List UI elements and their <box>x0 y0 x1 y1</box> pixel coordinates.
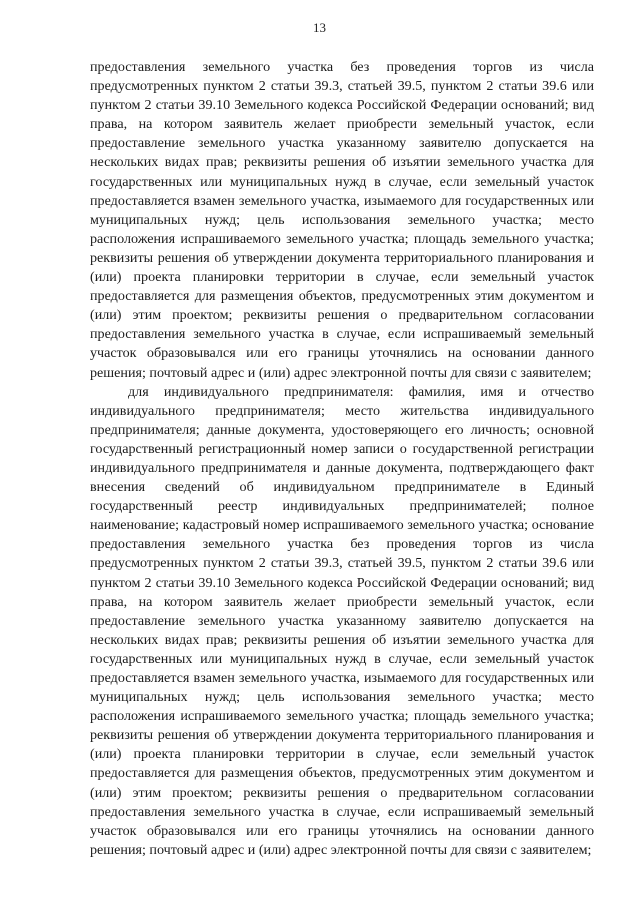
paragraph-continuation: предоставления земельного участка без проведения торгов из числа предусмотренных пунктом 2 статьи 39.3, статьей 39.5, пунктом 2 статьи 39.6 или пунктом 2 статьи 39.10 Земельного кодекса Российской Федерации оснований; вид права, на котором заявитель желает приобрести земельный участок, если предоставление земельного участка указанному заявителю допускается на нескольких видах прав; реквизиты решения об изъятии земельного участка для государственных или муниципальных нужд в случае, если земельный участок предоставляется взамен земельного участка, изымаемого для государственных или муниципальных нужд; цель использования земельного участка; место расположения испрашиваемого земельного участка; площадь земельного участка; реквизиты решения об утверждении документа территориального планирования и (или) проекта планировки территории в случае, если земельный участок предоставляется для размещения объектов, предусмотренных этим документом и (или) этим проектом; реквизиты решения о предварительном согласовании предоставления земельного участка в случае, если испрашиваемый земельный участок образовывался или его границы уточнялись на основании данного решения; почтовый адрес и (или) адрес электронной почты для связи с заявителем; <box>90 59 594 381</box>
document-body <box>90 58 594 860</box>
page-number: 13 <box>313 20 326 35</box>
paragraph-individual-entrepreneur: для индивидуального предпринимателя: фамилия, имя и отчество индивидуального предпринимателя; место жительства индивидуального предпринимателя; данные документа, удостоверяющего его личность; основной государственный регистрационный номер записи о государственной регистрации индивидуального предпринимателя и данные документа, подтверждающего факт внесения сведений об индивидуальном предпринимателе в Единый государственный реестр индивидуальных предпринимателей; полное наименование; кадастровый номер испрашиваемого земельного участка; основание предоставления земельного участка без проведения торгов из числа предусмотренных пунктом 2 статьи 39.3, статьей 39.5, пунктом 2 статьи 39.6 или пунктом 2 статьи 39.10 Земельного кодекса Российской Федерации оснований; вид права, на котором заявитель желает приобрести земельный участок, если предоставление земельного участка указанному заявителю допускается на нескольких видах прав; реквизиты решения об изъятии земельного участка для государственных или муниципальных нужд в случае, если земельный участок предоставляется взамен земельного участка, изымаемого для государственных или муниципальных нужд; цель использования земельного участка; место расположения испрашиваемого земельного участка; площадь земельного участка; реквизиты решения об утверждении документа территориального планирования и (или) проекта планировки территории в случае, если земельный участок предоставляется для размещения объектов, предусмотренных этим документом и (или) этим проектом; реквизиты решения о предварительном согласовании предоставления земельного участка в случае, если испрашиваемый земельный участок образовывался или его границы уточнялись на основании данного решения; почтовый адрес и (или) адрес электронной почты для связи с заявителем; <box>90 383 594 858</box>
